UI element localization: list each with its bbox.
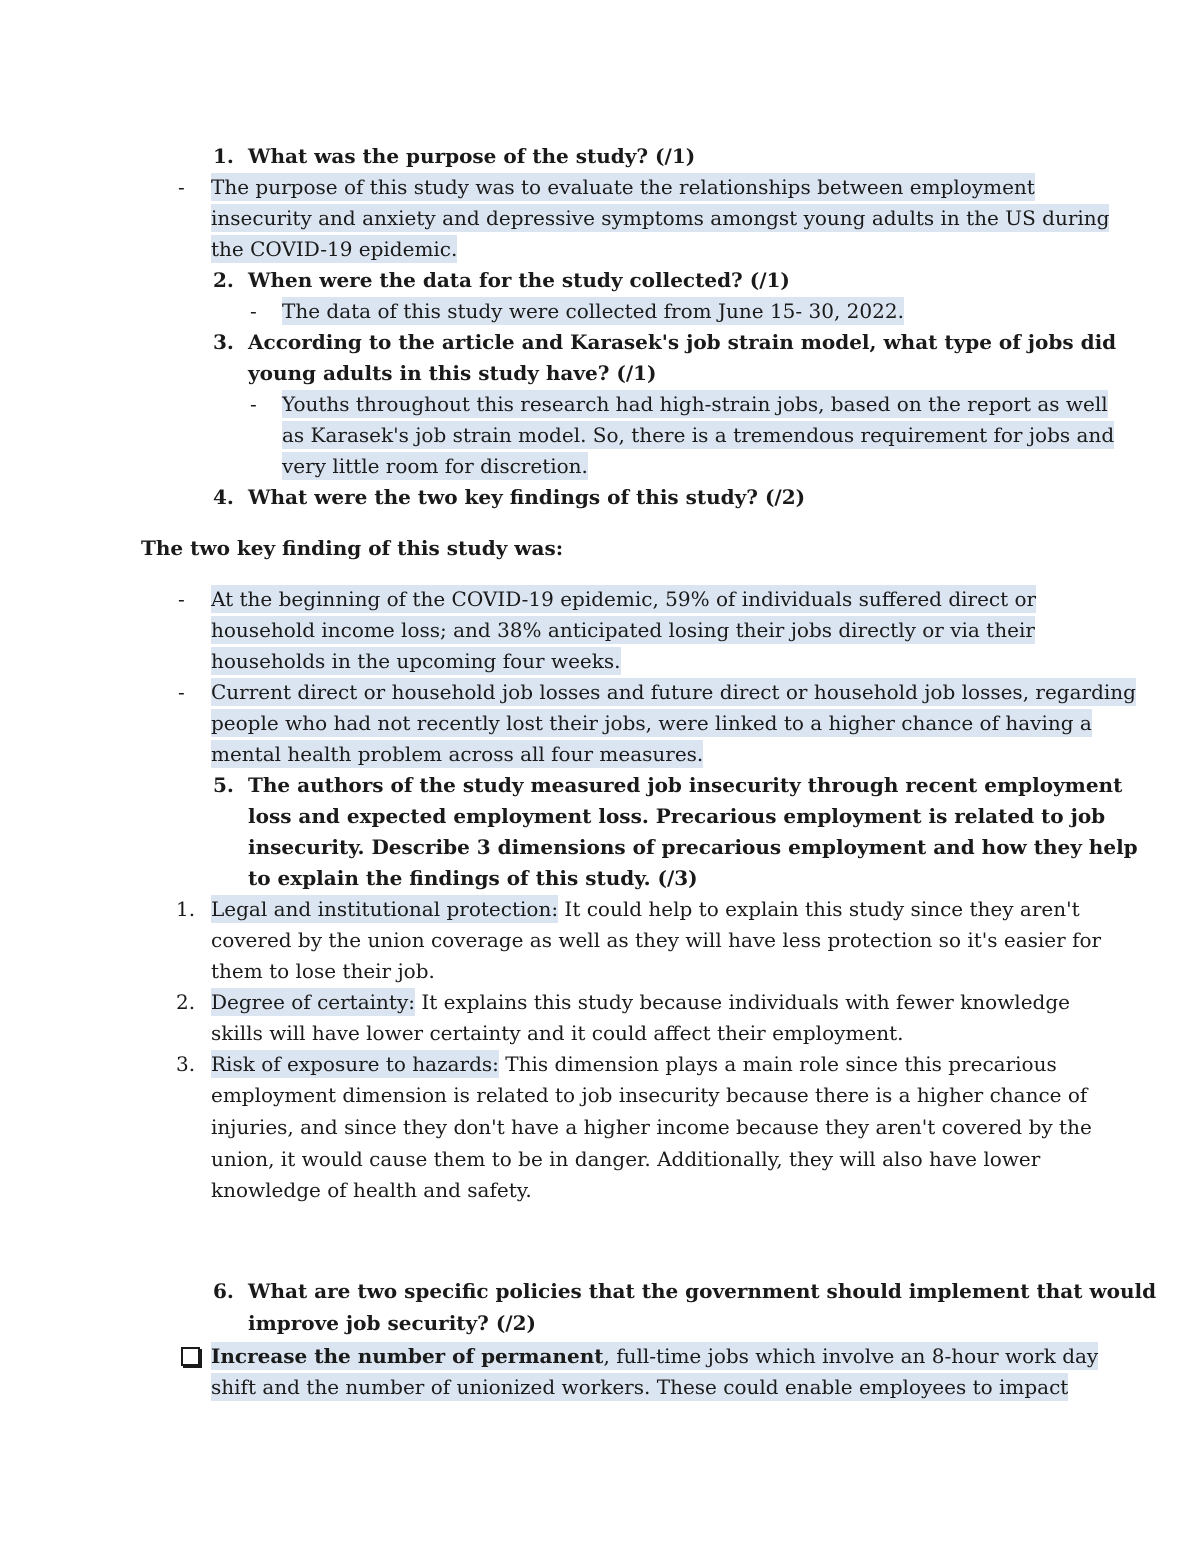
- dimension-text: employment dimension is related to job insecurity because there is a higher chance of: [211, 1083, 1088, 1107]
- answer-line: very little room for discretion.: [282, 454, 588, 478]
- item-number: 1.: [176, 897, 196, 921]
- answer-line: insecurity and anxiety and depressive symptoms amongst young adults in the US during: [211, 206, 1110, 230]
- question-3-line: According to the article and Karasek's job strain model, what type of jobs did: [248, 330, 1117, 354]
- question-number: 5.: [213, 773, 234, 797]
- question-number: 6.: [213, 1279, 234, 1303]
- answer-line: as Karasek's job strain model. So, there is a tremendous requirement for jobs and: [282, 423, 1115, 447]
- dimension-text: union, it would cause them to be in danger. Additionally, they will also have lower: [211, 1147, 1041, 1171]
- policy-text: shift and the number of unionized workers. These could enable employees to impact: [211, 1375, 1069, 1399]
- answer-line: The purpose of this study was to evaluate the relationships between employment: [211, 175, 1035, 199]
- question-3-line: young adults in this study have? (/1): [248, 361, 657, 385]
- question-6-line: improve job security? (/2): [248, 1311, 536, 1335]
- dimension-term: Risk of exposure to hazards:: [211, 1052, 499, 1076]
- item-number: 2.: [176, 990, 196, 1014]
- question-5-line: to explain the findings of this study. (/3): [248, 866, 698, 890]
- policy-bold-text: Increase the number of permanent: [211, 1344, 604, 1368]
- dimension-term: Legal and institutional protection:: [211, 897, 559, 921]
- dimension-text: knowledge of health and safety.: [211, 1178, 532, 1202]
- checkbox-bullet-icon: [181, 1347, 200, 1366]
- bullet-dash: -: [178, 175, 185, 199]
- bullet-dash: -: [178, 680, 185, 704]
- question-1: What was the purpose of the study? (/1): [248, 144, 696, 168]
- dimension-text: injuries, and since they don't have a higher income because they aren't covered by the: [211, 1115, 1092, 1139]
- dimension-text: skills will have lower certainty and it could affect their employment.: [211, 1021, 904, 1045]
- question-2: When were the data for the study collected? (/1): [248, 268, 790, 292]
- answer-line: Youths throughout this research had high-strain jobs, based on the report as well: [282, 392, 1108, 416]
- question-number: 3.: [213, 330, 234, 354]
- finding-line: household income loss; and 38% anticipated losing their jobs directly or via their: [211, 618, 1035, 642]
- finding-line: Current direct or household job losses and future direct or household job losses, regarding: [211, 680, 1136, 704]
- question-5-line: loss and expected employment loss. Precarious employment is related to job: [248, 804, 1106, 828]
- question-number: 2.: [213, 268, 234, 292]
- question-number: 4.: [213, 485, 234, 509]
- bullet-dash: -: [178, 587, 185, 611]
- dimension-text: It could help to explain this study since they aren't: [558, 897, 1080, 921]
- question-6-line: What are two specific policies that the government should implement that would: [248, 1279, 1157, 1303]
- dimension-text: This dimension plays a main role since this precarious: [498, 1052, 1057, 1076]
- question-5-line: The authors of the study measured job insecurity through recent employment: [248, 773, 1123, 797]
- question-5-line: insecurity. Describe 3 dimensions of precarious employment and how they help: [248, 835, 1138, 859]
- bullet-dash: -: [250, 392, 257, 416]
- answer-line: the COVID-19 epidemic.: [211, 237, 458, 261]
- dimension-text: covered by the union coverage as well as they will have less protection so it's easier for: [211, 928, 1102, 952]
- item-number: 3.: [176, 1052, 196, 1076]
- answer-line: The data of this study were collected from June 15- 30, 2022.: [282, 299, 904, 323]
- dimension-text: them to lose their job.: [211, 959, 435, 983]
- question-4: What were the two key findings of this study? (/2): [248, 485, 806, 509]
- finding-line: At the beginning of the COVID-19 epidemic, 59% of individuals suffered direct or: [211, 587, 1037, 611]
- finding-line: households in the upcoming four weeks.: [211, 649, 621, 673]
- finding-line: mental health problem across all four measures.: [211, 742, 704, 766]
- dimension-text: It explains this study because individuals with fewer knowledge: [414, 990, 1070, 1014]
- bullet-dash: -: [250, 299, 257, 323]
- dimension-term: Degree of certainty:: [211, 990, 415, 1014]
- finding-line: people who had not recently lost their jobs, were linked to a higher chance of having a: [211, 711, 1092, 735]
- findings-heading: The two key finding of this study was:: [141, 536, 564, 560]
- policy-text: , full-time jobs which involve an 8-hour work day: [603, 1344, 1099, 1368]
- question-number: 1.: [213, 144, 234, 168]
